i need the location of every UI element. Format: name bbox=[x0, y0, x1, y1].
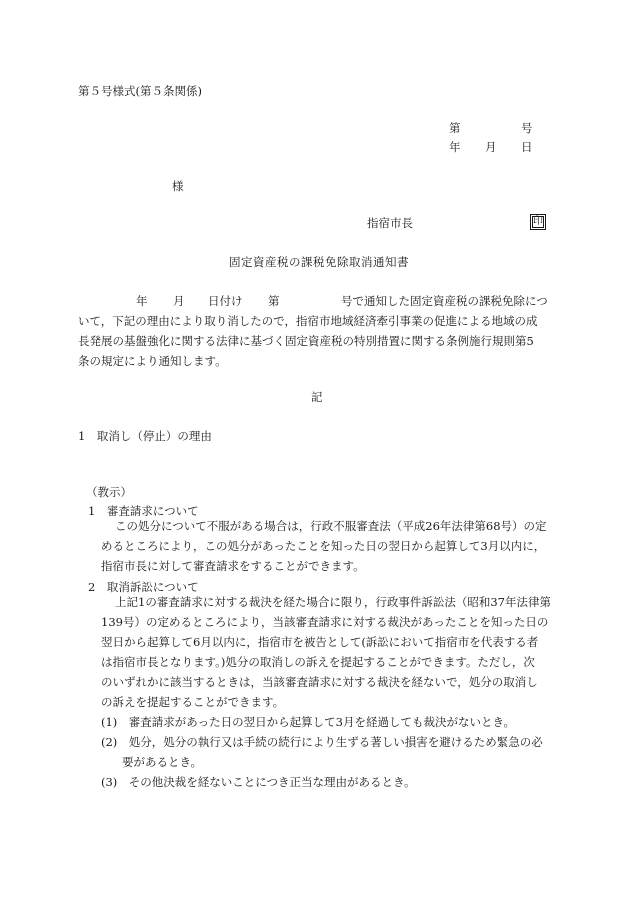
notice-item-1-line: 指宿市長に対して審査請求をすることができます。 bbox=[101, 559, 365, 573]
notice-item-1-heading: 1 審査請求について bbox=[88, 504, 199, 518]
seal-stamp: 印 bbox=[530, 214, 546, 230]
body-line-3: 長発展の基盤強化に関する法律に基づく固定資産税の特別措置に関する条例施行規則第5 bbox=[78, 334, 534, 348]
subitem-2-continued: 要があるとき。 bbox=[122, 755, 203, 769]
number-suffix: 号 bbox=[521, 121, 533, 135]
notice-item-1-line: この処分について不服がある場合は，行政不服審査法（平成26年法律第68号）の定 bbox=[115, 519, 547, 533]
body-line-4: 条の規定により通知します。 bbox=[78, 354, 227, 368]
body-number-prefix: 第 bbox=[268, 294, 280, 308]
body-date-day: 日付け bbox=[208, 294, 243, 308]
notice-heading: （教示） bbox=[86, 485, 132, 499]
addressee-suffix: 様 bbox=[172, 179, 184, 193]
document-title: 固定資産税の課税免除取消通知書 bbox=[229, 255, 409, 269]
notice-item-2-subitems bbox=[101, 712, 543, 792]
ki-heading: 記 bbox=[311, 390, 323, 404]
notice-item-2-line: は指宿市長となります。)処分の取消しの訴えを提起することができます。ただし，次 bbox=[101, 655, 535, 669]
date-day: 日 bbox=[521, 140, 533, 154]
subitem-3: (3) その他決裁を経ないことにつき正当な理由があるとき。 bbox=[101, 775, 416, 789]
reason-heading: 1 取消し（停止）の理由 bbox=[78, 429, 212, 443]
notice-item-2-line: のいずれかに該当するときは，当該審査請求に対する裁決を経ないで，処分の取消し bbox=[101, 675, 538, 689]
subitem-1: (1) 審査請求があった日の翌日から起算して3月を経過しても裁決がないとき。 bbox=[101, 715, 516, 729]
date-month: 月 bbox=[485, 140, 497, 154]
date-year: 年 bbox=[449, 140, 461, 154]
notice-item-2-line: 139号）の定めるところにより，当該審査請求に対する裁決があったことを知った日の bbox=[101, 615, 549, 629]
notice-item-2-line: 翌日から起算して6月以内に，指宿市を被告として(訴訟において指宿市を代表する者 bbox=[101, 635, 539, 649]
issuer-name: 指宿市長 bbox=[367, 216, 413, 230]
body-date-month: 月 bbox=[173, 294, 185, 308]
body-line-2: いて，下記の理由により取り消したので，指宿市地域経済牽引事業の促進による地域の成 bbox=[78, 314, 538, 328]
notice-item-1-line: めるところにより，この処分があったことを知った日の翌日から起算して3月以内に， bbox=[101, 539, 546, 553]
notice-item-2-heading: 2 取消訴訟について bbox=[88, 580, 199, 594]
notice-item-2-line: 上記1の審査請求に対する裁決を経た場合に限り，行政事件訴訟法（昭和37年法律第 bbox=[115, 595, 551, 609]
notice-item-2-body bbox=[101, 592, 551, 712]
body-line-1-rest: 号で通知した固定資産税の課税免除につ bbox=[341, 294, 548, 308]
body-paragraph bbox=[78, 311, 538, 371]
notice-item-1-body bbox=[101, 516, 547, 576]
body-date-year: 年 bbox=[136, 294, 148, 308]
number-prefix: 第 bbox=[449, 121, 461, 135]
notice-item-2-line: の訴えを提起することができます。 bbox=[101, 695, 285, 709]
subitem-2: (2) 処分，処分の執行又は手続の続行により生ずる著しい損害を避けるため緊急の必 bbox=[101, 735, 543, 749]
form-label: 第５号様式(第５条関係) bbox=[78, 84, 202, 98]
